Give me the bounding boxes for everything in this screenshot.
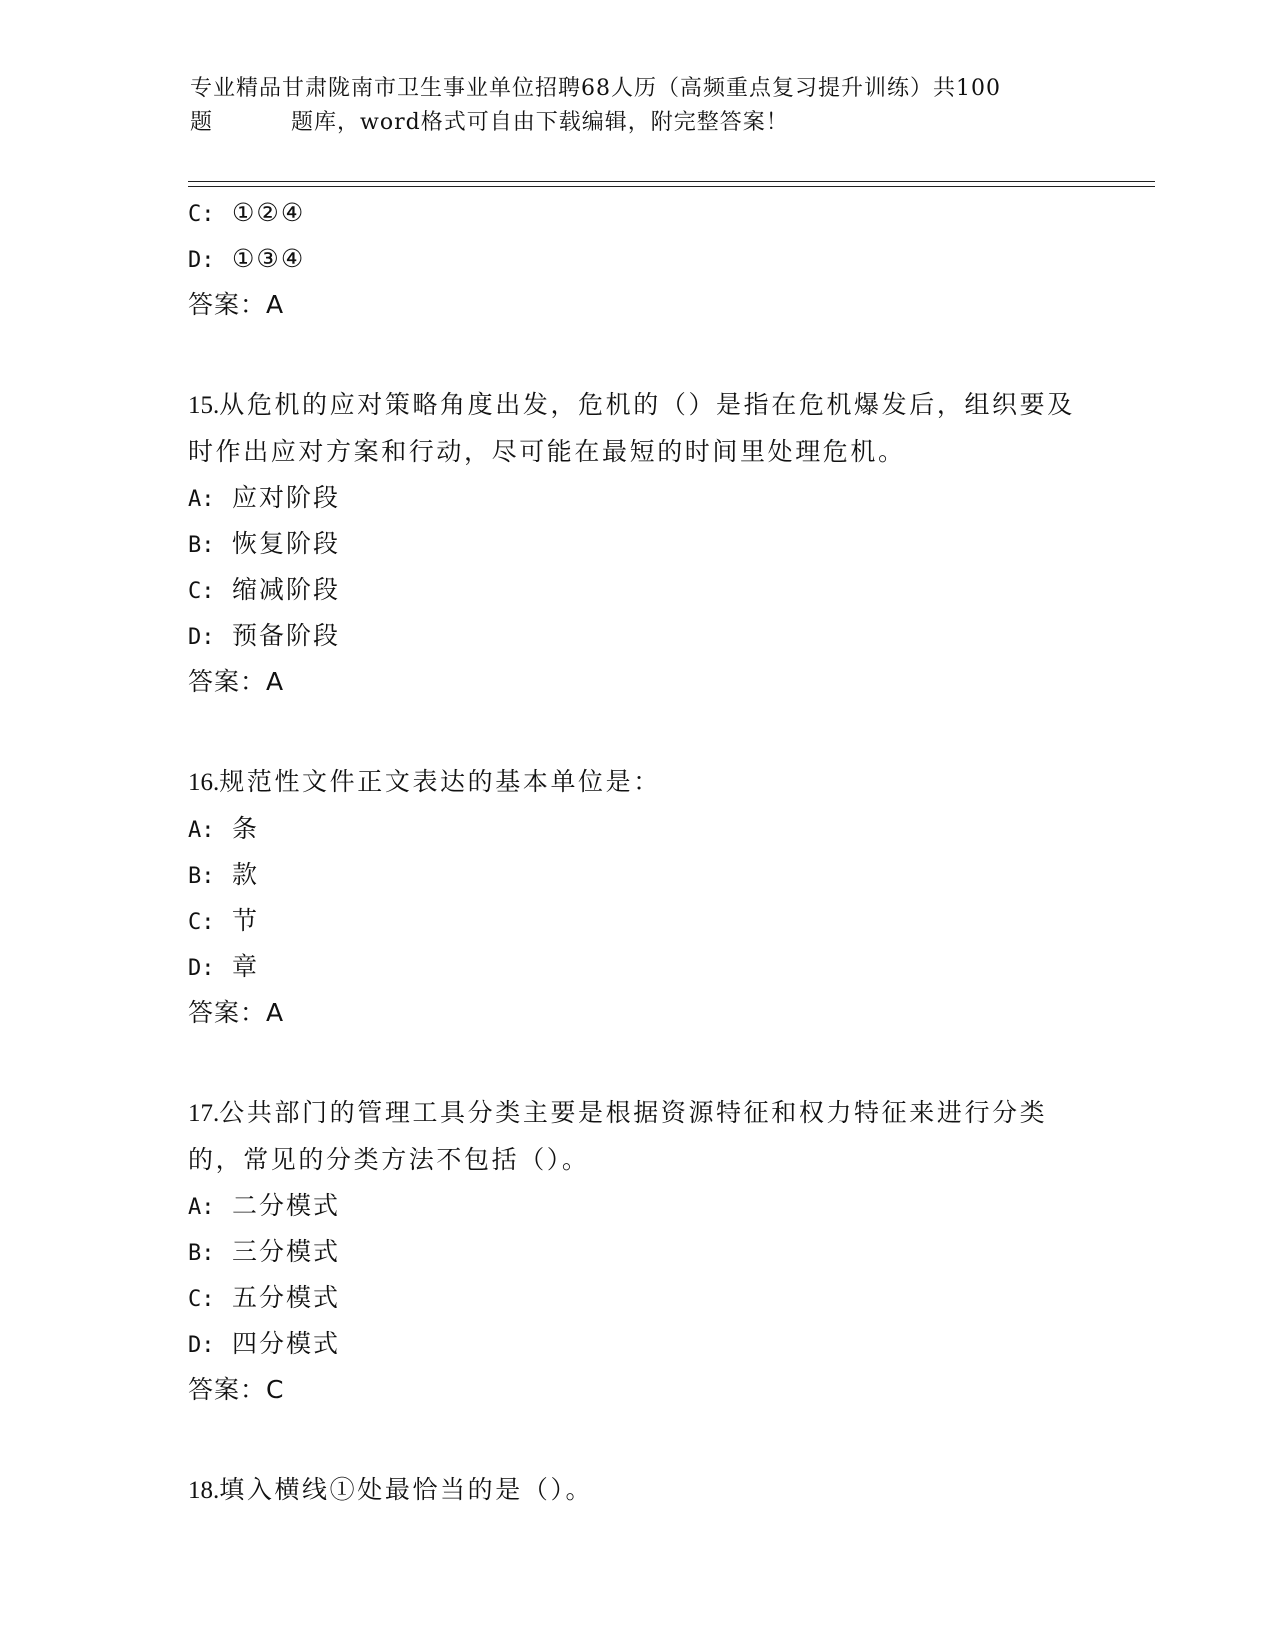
option-row <box>188 1183 1088 1229</box>
option-row <box>188 1321 1088 1367</box>
question-text: 规范性文件正文表达的基本单位是： <box>219 767 661 796</box>
option-row <box>188 475 1088 521</box>
option-row <box>188 521 1088 567</box>
option-letter: C: <box>188 1287 215 1312</box>
question-17 <box>188 1090 1088 1413</box>
option-row <box>188 852 1088 898</box>
option-letter: D: <box>188 248 215 273</box>
option-letter: C: <box>188 579 215 604</box>
option-text: 缩减阶段 <box>232 575 341 604</box>
question-stem <box>188 1090 1088 1183</box>
option-text: 四分模式 <box>232 1329 341 1358</box>
option-letter: B: <box>188 533 215 558</box>
option-letter: C: <box>188 202 215 227</box>
option-row <box>188 567 1088 613</box>
option-text: 五分模式 <box>232 1283 341 1312</box>
question-number: 16. <box>188 769 220 796</box>
option-letter: B: <box>188 1241 215 1266</box>
document-header <box>190 72 1090 140</box>
header-title-line2 <box>190 106 1090 140</box>
option-text: ①③④ <box>232 244 306 273</box>
header-line2-start: 题 <box>190 110 214 135</box>
option-letter: D: <box>188 956 215 981</box>
previous-question-tail <box>188 190 1088 328</box>
option-letter: B: <box>188 864 215 889</box>
option-row <box>188 613 1088 659</box>
option-text: ①②④ <box>232 198 306 227</box>
option-row <box>188 806 1088 852</box>
answer-line: 答案：A <box>188 998 285 1027</box>
question-number: 18. <box>188 1477 220 1504</box>
option-letter: D: <box>188 1333 215 1358</box>
option-row <box>188 944 1088 990</box>
option-letter: D: <box>188 625 215 650</box>
header-title-line1: 专业精品甘肃陇南市卫生事业单位招聘68人历（高频重点复习提升训练）共100 <box>190 76 1001 101</box>
header-line2-end: 题库，word格式可自由下载编辑，附完整答案！ <box>291 110 789 135</box>
option-text: 应对阶段 <box>232 483 341 512</box>
option-letter: A: <box>188 487 215 512</box>
question-stem <box>188 759 1088 806</box>
option-text: 章 <box>232 952 260 981</box>
header-divider-top <box>188 181 1155 182</box>
option-text: 恢复阶段 <box>232 529 341 558</box>
document-body <box>188 190 1088 1514</box>
option-row <box>188 1229 1088 1275</box>
option-text: 三分模式 <box>232 1237 341 1266</box>
option-letter: A: <box>188 1195 215 1220</box>
option-row <box>188 236 1088 282</box>
question-number: 17. <box>188 1100 220 1127</box>
question-text: 从危机的应对策略角度出发，危机的（）是指在危机爆发后，组织要及时作出应对方案和行动，尽可能在最短的时间里处理危机。 <box>188 390 1075 466</box>
option-text: 预备阶段 <box>232 621 341 650</box>
answer-line: 答案：A <box>188 290 285 319</box>
option-text: 条 <box>232 814 260 843</box>
answer-line: 答案：C <box>188 1375 285 1404</box>
answer-line: 答案：A <box>188 667 285 696</box>
question-stem <box>188 1467 1088 1514</box>
question-text: 填入横线①处最恰当的是（）。 <box>219 1475 594 1504</box>
option-letter: A: <box>188 818 215 843</box>
question-text: 公共部门的管理工具分类主要是根据资源特征和权力特征来进行分类的，常见的分类方法不包括（）。 <box>188 1098 1048 1174</box>
option-text: 节 <box>232 906 260 935</box>
question-15 <box>188 382 1088 705</box>
header-divider-bottom <box>188 186 1155 187</box>
question-number: 15. <box>188 392 220 419</box>
question-16 <box>188 759 1088 1036</box>
question-stem <box>188 382 1088 475</box>
option-row <box>188 190 1088 236</box>
option-row <box>188 1275 1088 1321</box>
option-text: 款 <box>232 860 260 889</box>
option-letter: C: <box>188 910 215 935</box>
option-text: 二分模式 <box>232 1191 341 1220</box>
question-18 <box>188 1467 1088 1514</box>
option-row <box>188 898 1088 944</box>
